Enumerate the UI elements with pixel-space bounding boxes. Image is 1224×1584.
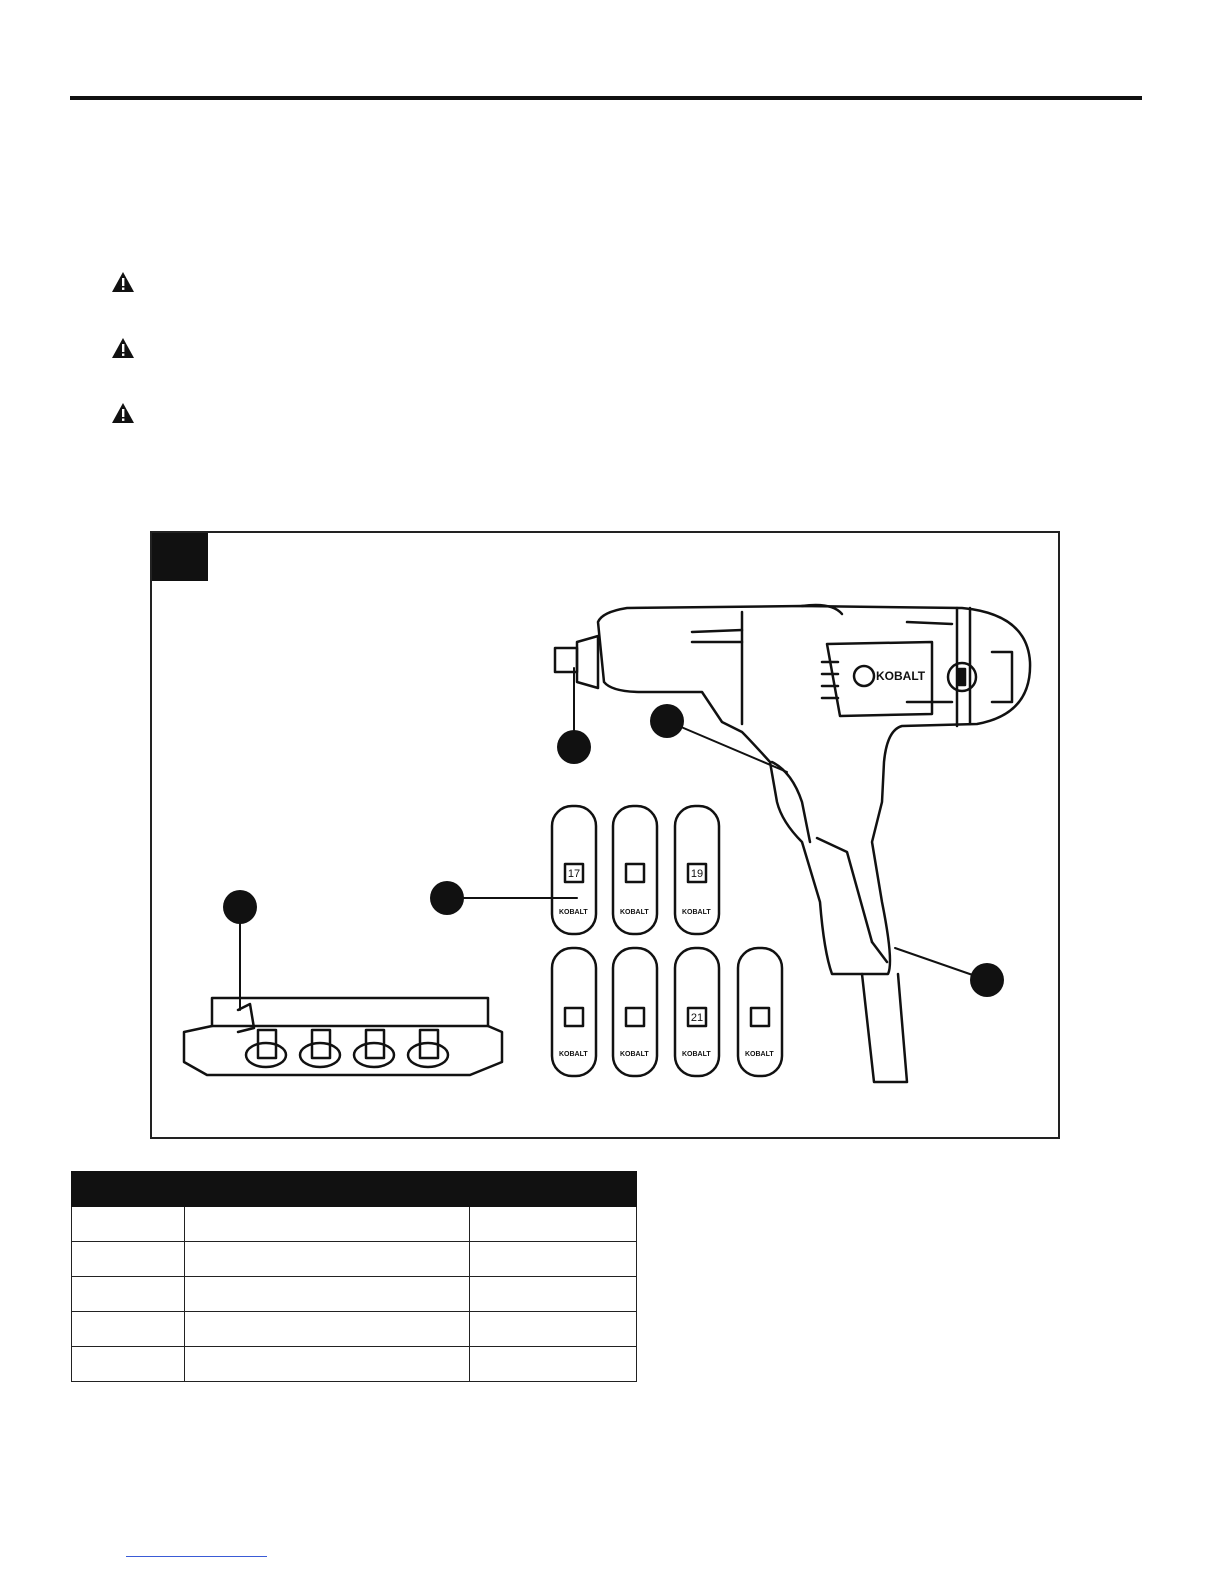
table-cell — [469, 1242, 636, 1277]
table-row — [72, 1207, 637, 1242]
brand-logo-text: KOBALT — [559, 909, 588, 916]
table-row — [72, 1312, 637, 1347]
table-cell — [72, 1242, 185, 1277]
brand-logo-text: KOBALT — [559, 1051, 588, 1058]
table-row — [72, 1242, 637, 1277]
parts-list-table — [71, 1171, 637, 1382]
socket-size-label: 19 — [690, 868, 704, 880]
socket-size-label: 17 — [567, 868, 581, 880]
brand-logo-text: KOBALT — [620, 909, 649, 916]
callout-marker — [430, 881, 464, 915]
callout-marker — [223, 890, 257, 924]
column-header — [185, 1172, 470, 1207]
table-cell — [185, 1207, 470, 1242]
table-cell — [185, 1277, 470, 1312]
brand-logo-text: KOBALT — [876, 669, 926, 683]
column-header — [72, 1172, 185, 1207]
table-cell — [72, 1207, 185, 1242]
table-cell — [185, 1242, 470, 1277]
footer-link[interactable] — [126, 1556, 267, 1557]
table-cell — [185, 1312, 470, 1347]
table-cell — [72, 1347, 185, 1382]
brand-logo-text: KOBALT — [745, 1051, 774, 1058]
table-cell — [72, 1312, 185, 1347]
brand-logo-text: KOBALT — [620, 1051, 649, 1058]
table-cell — [469, 1277, 636, 1312]
warning-icon — [111, 402, 135, 424]
warning-icon — [111, 337, 135, 359]
table-cell — [185, 1347, 470, 1382]
table-cell — [469, 1312, 636, 1347]
header-rule — [70, 96, 1142, 100]
table-row — [72, 1277, 637, 1312]
figure-illustration — [152, 533, 1058, 1137]
table-cell — [469, 1207, 636, 1242]
table-header-row — [72, 1172, 637, 1207]
table-row — [72, 1347, 637, 1382]
table-cell — [72, 1277, 185, 1312]
column-header — [469, 1172, 636, 1207]
package-contents-figure — [150, 531, 1060, 1139]
socket-rail-illustration — [184, 998, 502, 1075]
callout-marker — [650, 704, 684, 738]
callout-marker — [557, 730, 591, 764]
socket-size-label: 21 — [690, 1012, 704, 1024]
callout-marker — [970, 963, 1004, 997]
warning-icon — [111, 271, 135, 293]
brand-logo-text: KOBALT — [682, 909, 711, 916]
brand-logo-text: KOBALT — [682, 1051, 711, 1058]
table-cell — [469, 1347, 636, 1382]
